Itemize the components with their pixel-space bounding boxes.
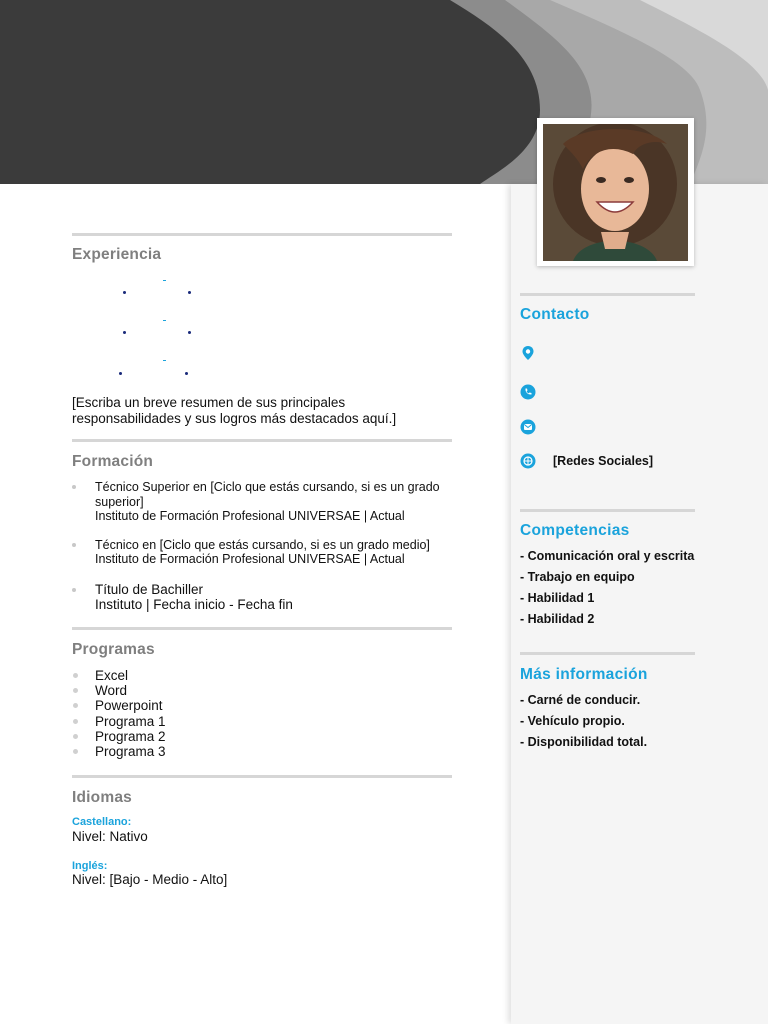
formacion-item-degree: Técnico Superior en [Ciclo que estás cursando, si es un grado superior] (95, 480, 440, 509)
formacion-item-school: Instituto de Formación Profesional UNIVERSAE | Actual (95, 509, 405, 523)
programa-label: Programa 3 (95, 744, 166, 759)
mas-info-item: - Vehículo propio. (520, 714, 625, 728)
bullet-dot (73, 688, 78, 693)
mas-info-title: Más información (520, 666, 648, 683)
programa-label: Excel (95, 668, 129, 683)
idioma-label: Inglés: (72, 860, 108, 872)
placeholder-mark (123, 331, 126, 334)
programas-title: Programas (72, 641, 155, 658)
placeholder-mark (185, 372, 188, 375)
bullet-dot (73, 719, 78, 724)
competencias-divider (520, 509, 695, 512)
profile-photo-illustration (543, 124, 688, 261)
email-icon (520, 419, 536, 435)
formacion-item (72, 538, 462, 568)
formacion-item (72, 582, 462, 614)
bullet-dot (73, 749, 78, 754)
formacion-title: Formación (72, 453, 154, 470)
mas-info-item: - Disponibilidad total. (520, 735, 648, 749)
bullet-dot (73, 703, 78, 708)
formacion-item-school: Instituto de Formación Profesional UNIVERSAE | Actual (95, 552, 405, 566)
programa-label: Programa 2 (95, 729, 166, 744)
placeholder-mark (163, 360, 166, 361)
competencia-item: - Trabajo en equipo (520, 570, 635, 584)
mas-info-item: - Carné de conducir. (520, 693, 641, 707)
placeholder-mark (188, 331, 191, 334)
idiomas-title: Idiomas (72, 789, 132, 806)
bullet-dot (73, 734, 78, 739)
redes-sociales: [Redes Sociales] (553, 454, 654, 468)
placeholder-mark (188, 291, 191, 294)
profile-photo (543, 124, 688, 261)
idioma-level: Nivel: [Bajo - Medio - Alto] (72, 872, 228, 887)
contacto-divider (520, 293, 695, 296)
bullet-dot (72, 543, 76, 547)
formacion-item-school: Instituto | Fecha inicio - Fecha fin (95, 597, 293, 612)
bullet-dot (73, 673, 78, 678)
programa-label: Powerpoint (95, 698, 163, 713)
placeholder-mark (123, 291, 126, 294)
idioma-level: Nivel: Nativo (72, 829, 148, 844)
programa-label: Word (95, 683, 128, 698)
placeholder-mark (163, 320, 166, 321)
experiencia-title: Experiencia (72, 246, 162, 263)
competencia-item: - Comunicación oral y escrita (520, 549, 695, 563)
social-icon (520, 453, 536, 469)
formacion-item-degree: Técnico en [Ciclo que estás cursando, si es un grado medio] (95, 538, 430, 552)
formacion-item-degree: Título de Bachiller (95, 582, 204, 597)
bullet-dot (72, 485, 76, 489)
profile-photo-frame (537, 118, 694, 266)
formacion-divider (72, 439, 452, 442)
phone-icon (520, 384, 536, 400)
placeholder-mark (163, 280, 166, 281)
placeholder-mark (119, 372, 122, 375)
competencias-title: Competencias (520, 522, 630, 539)
mas-info-divider (520, 652, 695, 655)
competencia-item: - Habilidad 2 (520, 612, 595, 626)
programas-divider (72, 627, 452, 630)
idioma-label: Castellano: (72, 816, 132, 828)
experiencia-divider (72, 233, 452, 236)
experiencia-summary: [Escriba un breve resumen de sus principales responsabilidades y sus logros más destacados aquí.] (72, 395, 397, 426)
idiomas-divider (72, 775, 452, 778)
bullet-dot (72, 588, 76, 592)
programa-label: Programa 1 (95, 714, 166, 729)
location-icon (520, 345, 536, 361)
formacion-item (72, 480, 462, 524)
competencia-item: - Habilidad 1 (520, 591, 595, 605)
contacto-title: Contacto (520, 306, 590, 323)
